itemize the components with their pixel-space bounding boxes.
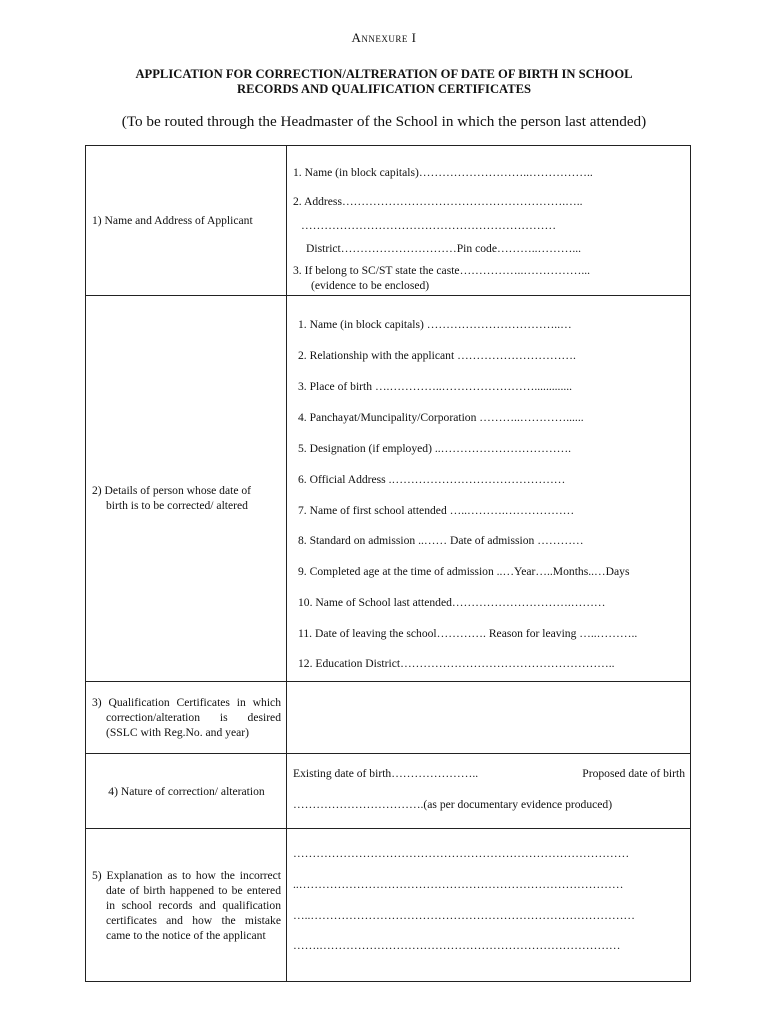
section-applicant-fields[interactable] — [287, 146, 690, 295]
proposed-dob-field[interactable]: …………………………….(as per documentary evidence produced) — [293, 798, 613, 811]
evidence-note: (evidence to be enclosed) — [311, 279, 430, 292]
section-explanation-label-text: 5) Explanation as to how the incorrect date of birth happened to be entered in school records and qualification certificates and how the mistake came to the notice of the applicant — [92, 868, 281, 942]
section-applicant-label-text: 1) Name and Address of Applicant — [92, 214, 253, 227]
form-title-line-1: APPLICATION FOR CORRECTION/ALTRERATION OF DATE OF BIRTH IN SCHOOL — [135, 67, 633, 81]
explanation-line-3[interactable]: …..………………………………………………………………………… — [293, 909, 636, 922]
section-person-details-label-line-1: 2) Details of person whose date of — [92, 484, 252, 497]
proposed-dob-label: Proposed date of birth — [582, 767, 685, 780]
section-person-details-label — [86, 296, 287, 681]
form-title — [0, 67, 768, 97]
admission-field[interactable]: 8. Standard on admission ..…… Date of admission ………… — [298, 534, 584, 547]
form-title-line-2: RECORDS AND QUALIFICATION CERTIFICATES — [236, 82, 532, 96]
leaving-date-field[interactable]: 11. Date of leaving the school…………. Reason for leaving …..……….. — [298, 627, 638, 640]
education-district-field[interactable]: 12. Education District……………………………………………….. — [298, 657, 615, 670]
explanation-line-2[interactable]: ..………………………………………………………………………… — [293, 878, 624, 891]
application-form-table — [85, 145, 691, 982]
panchayat-field[interactable]: 4. Panchayat/Muncipality/Corporation ………..…………...... — [298, 411, 584, 424]
section-qualification-label-text: 3) Qualification Certificates in which correction/alteration is desired (SSLC with Reg.No. and year) — [92, 696, 281, 739]
section-explanation-label — [86, 829, 287, 981]
applicant-district-pincode-field[interactable]: District…………………………Pin code………..………... — [306, 242, 582, 255]
person-name-field[interactable]: 1. Name (in block capitals) ……………………………..… — [298, 318, 572, 331]
applicant-name-field[interactable]: 1. Name (in block capitals)………………………..…………….. — [293, 166, 593, 179]
section-applicant — [86, 146, 690, 296]
existing-dob-field[interactable]: Existing date of birth………………….. — [293, 767, 479, 780]
section-person-details-label-line-2: birth is to be corrected/ altered — [106, 499, 248, 512]
applicant-caste-field[interactable]: 3. If belong to SC/ST state the caste……………..……………... — [293, 264, 591, 277]
section-qualification-label — [86, 682, 287, 753]
official-address-field[interactable]: 6. Official Address .……………………………………… — [298, 473, 566, 486]
qualification-certificates-field[interactable] — [287, 682, 690, 753]
place-of-birth-field[interactable]: 3. Place of birth ….…………..……………………............. — [298, 380, 573, 393]
section-nature-fields[interactable] — [287, 754, 690, 828]
explanation-line-4[interactable]: …….…………………………………………………………………… — [293, 939, 621, 952]
explanation-line-1[interactable]: …………………………………………………………………………… — [293, 847, 630, 860]
annexure-label: Annexure I — [351, 30, 417, 45]
section-applicant-label — [86, 146, 287, 295]
relationship-field[interactable]: 2. Relationship with the applicant …………………………. — [298, 349, 576, 362]
section-person-details-fields[interactable] — [287, 296, 690, 681]
applicant-address-field[interactable]: 2. Address………………………………………………….….. — [293, 195, 583, 208]
section-explanation-fields[interactable] — [287, 829, 690, 981]
applicant-address-line-2[interactable]: ………………………………………………………… — [301, 219, 557, 232]
section-nature-of-correction — [86, 754, 690, 829]
section-nature-label — [86, 754, 287, 828]
section-explanation — [86, 829, 690, 981]
last-school-field[interactable]: 10. Name of School last attended………………………….……… — [298, 596, 606, 609]
first-school-field[interactable]: 7. Name of first school attended …..……….……………… — [298, 504, 575, 517]
section-nature-label-text: 4) Nature of correction/ alteration — [108, 784, 265, 798]
age-at-admission-field[interactable]: 9. Completed age at the time of admission ..…Year…..Months..…Days — [298, 565, 630, 578]
section-qualification — [86, 682, 690, 754]
designation-field[interactable]: 5. Designation (if employed) ..……………………………. — [298, 442, 572, 455]
routing-instruction: (To be routed through the Headmaster of the School in which the person last attended) — [121, 113, 647, 130]
section-person-details — [86, 296, 690, 682]
